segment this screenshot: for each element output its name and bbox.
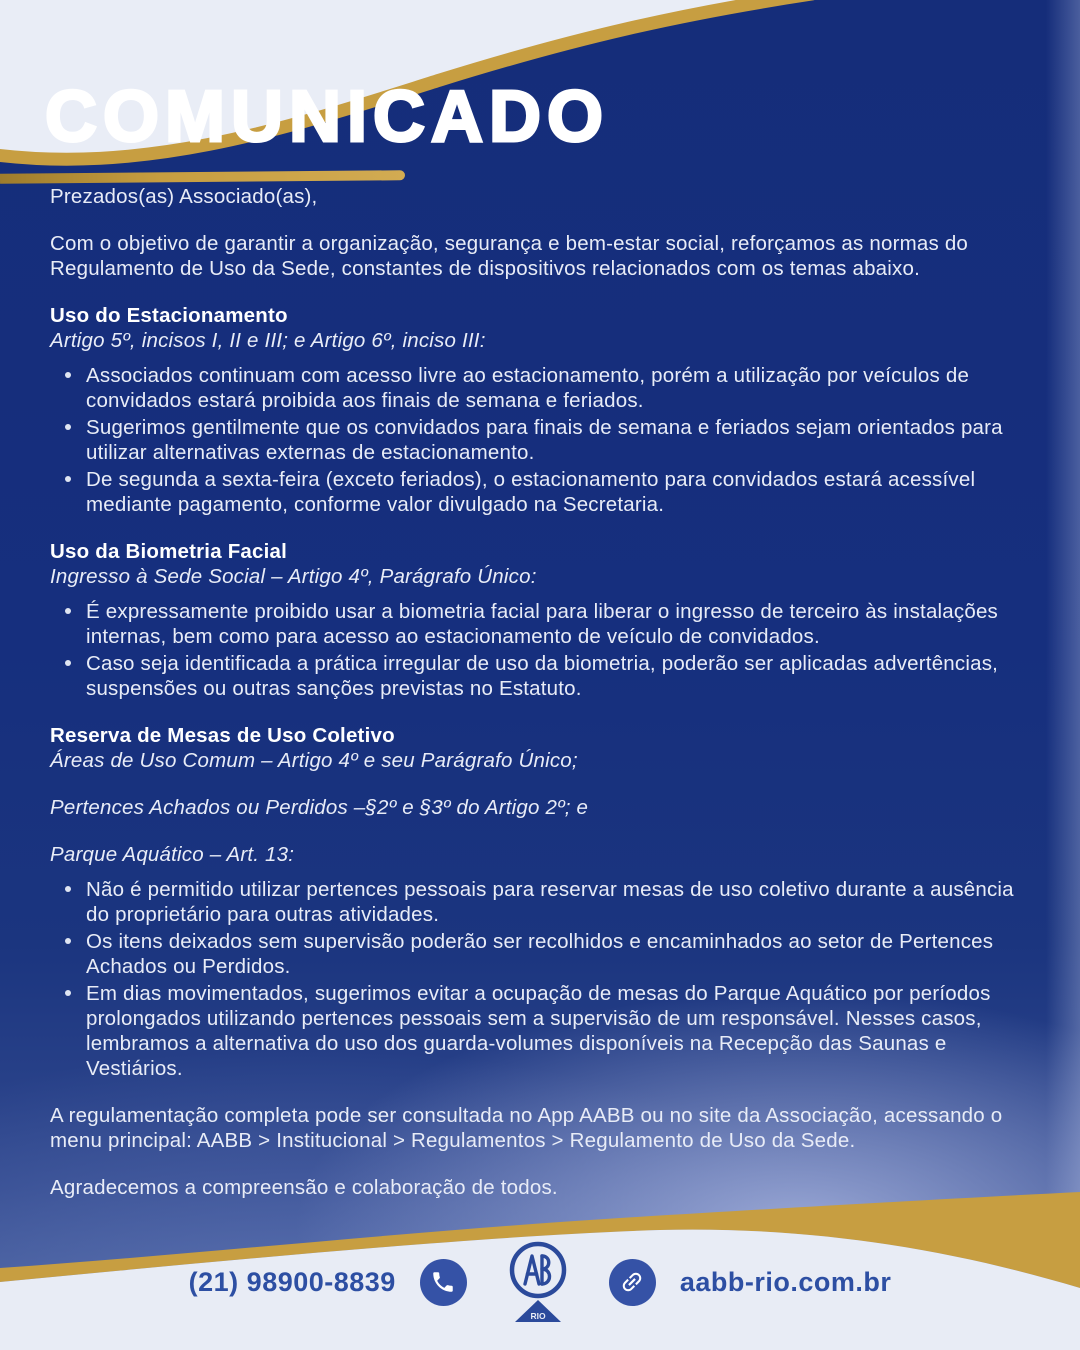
announcement-body <box>50 184 1036 1222</box>
intro-paragraph: Com o objetivo de garantir a organização, segurança e bem-estar social, reforçamos as normas do Regulamento de Uso da Sede, constantes de dispositivos relacionados com os temas abaixo. <box>50 232 969 280</box>
bullet-list-biometria <box>50 599 1036 701</box>
logo-region-label: RIO <box>530 1310 546 1321</box>
bullet-item: Sugerimos gentilmente que os convidados para finais de semana e feriados sejam orientados para utilizar alternativas externas de estacionamento. <box>86 415 1036 465</box>
section-subtitle: Pertences Achados ou Perdidos –§2º e §3º do Artigo 2º; e <box>50 796 589 819</box>
greeting-text: Prezados(as) Associado(as), <box>50 185 318 208</box>
bullet-item: Caso seja identificada a prática irregular de uso da biometria, poderão ser aplicadas advertências, suspensões ou outras sanções previstas no Estatuto. <box>86 651 1036 701</box>
closing-paragraph: A regulamentação completa pode ser consultada no App AABB ou no site da Associação, acessando o menu principal: AABB > Institucional > Regulamentos > Regulamento de Uso da Sede. <box>50 1104 1003 1152</box>
thanks-paragraph: Agradecemos a compreensão e colaboração de todos. <box>50 1176 558 1199</box>
bullet-list-reserva-mesas <box>50 877 1036 1081</box>
footer <box>0 1232 1080 1332</box>
phone-number[interactable]: (21) 98900-8839 <box>188 1266 396 1297</box>
section-subtitle: Áreas de Uso Comum – Artigo 4º e seu Parágrafo Único; <box>50 749 578 772</box>
bullet-item: Não é permitido utilizar pertences pessoais para reservar mesas de uso coletivo durante a ausência do proprietário para outras atividades. <box>86 877 1036 927</box>
section-heading-estacionamento: Uso do Estacionamento <box>50 304 288 327</box>
page-title: COMUNICADO <box>45 77 609 157</box>
phone-icon[interactable] <box>420 1259 467 1306</box>
section-subtitle: Parque Aquático – Art. 13: <box>50 843 295 866</box>
section-heading-reserva-mesas: Reserva de Mesas de Uso Coletivo <box>50 724 395 747</box>
website-url[interactable]: aabb-rio.com.br <box>679 1266 892 1297</box>
aabb-logo <box>505 1240 571 1337</box>
section-heading-biometria: Uso da Biometria Facial <box>50 540 288 563</box>
bullet-item: Os itens deixados sem supervisão poderão ser recolhidos e encaminhados ao setor de Pertences Achados ou Perdidos. <box>86 929 1036 979</box>
section-subtitle: Artigo 5º, incisos I, II e III; e Artigo 6º, inciso III: <box>50 329 486 352</box>
bullet-list-estacionamento <box>50 363 1036 517</box>
bullet-item: Associados continuam com acesso livre ao estacionamento, porém a utilização por veículos de convidados estará proibida aos finais de semana e feriados. <box>86 363 1036 413</box>
link-icon[interactable] <box>609 1259 656 1306</box>
section-subtitle: Ingresso à Sede Social – Artigo 4º, Parágrafo Único: <box>50 565 537 588</box>
bullet-item: Em dias movimentados, sugerimos evitar a ocupação de mesas do Parque Aquático por períodos prolongados utilizando pertences pessoais sem a supervisão de um responsável. Nesses casos, lembramos a alternativa do uso dos guarda-volumes disponíveis na Recepção das Saunas e Vestiários. <box>86 981 1036 1081</box>
bullet-item: De segunda a sexta-feira (exceto feriados), o estacionamento para convidados estará acessível mediante pagamento, conforme valor divulgado na Secretaria. <box>86 467 1036 517</box>
bullet-item: É expressamente proibido usar a biometria facial para liberar o ingresso de terceiro às instalações internas, bem como para acesso ao estacionamento de veículo de convidados. <box>86 599 1036 649</box>
